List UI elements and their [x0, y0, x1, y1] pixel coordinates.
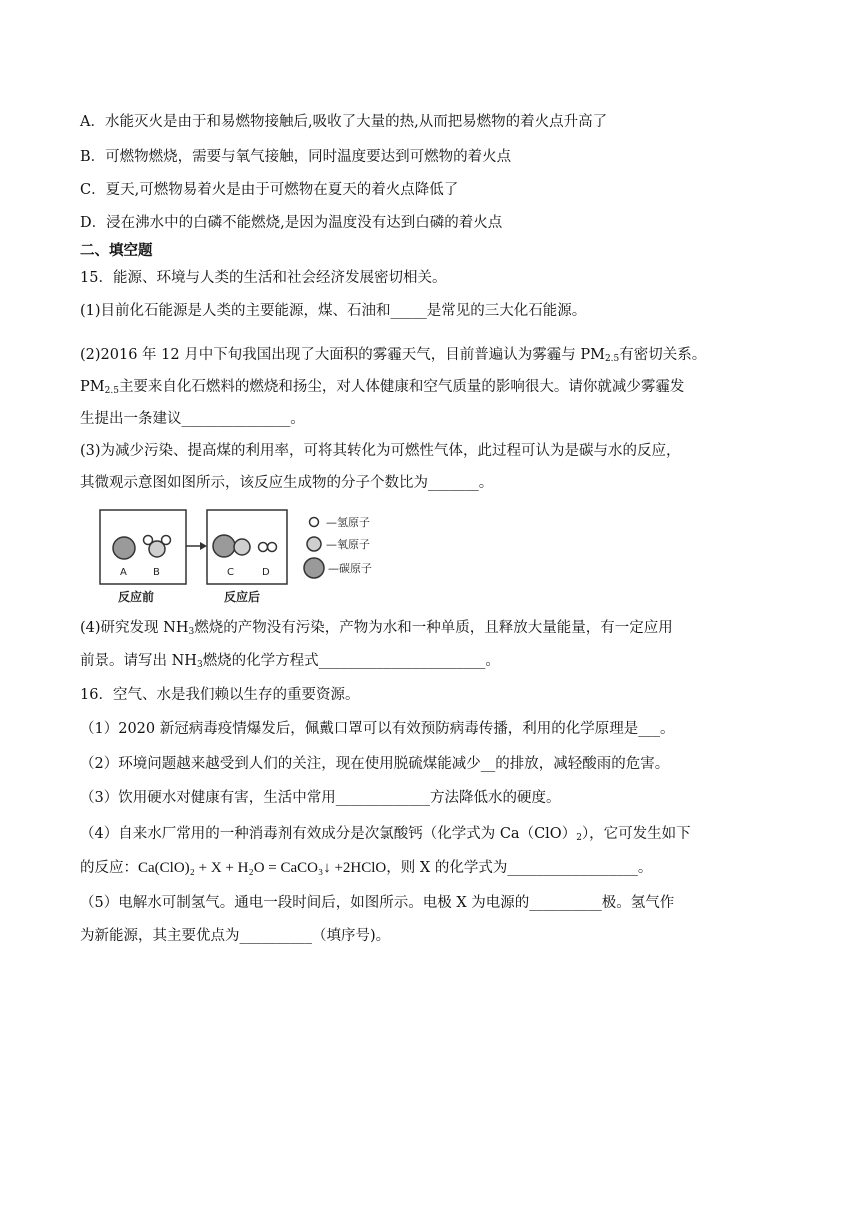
- hydrogen-atom-d2: [268, 543, 277, 552]
- reaction-diagram: [96, 508, 416, 608]
- equation: Ca(ClO)₂ + X + H₂O = CaCO₃↓ +2HClO: [138, 860, 387, 876]
- label-b: B: [153, 567, 160, 578]
- legend-oxygen: —氧原子: [326, 538, 370, 551]
- label-a: A: [120, 567, 127, 578]
- subscript: 3: [196, 660, 203, 670]
- q15-stem: 15．能源、环境与人类的生活和社会经济发展密切相关。: [80, 270, 447, 286]
- legend-hydrogen: —氢原子: [326, 516, 370, 529]
- q16-part4-line1: [80, 824, 691, 844]
- q16-part4-line2: [80, 858, 652, 878]
- option-b: B．可燃物燃烧，需要与氧气接触，同时温度要达到可燃物的着火点: [80, 149, 512, 165]
- q15-part4-line1: [80, 618, 673, 638]
- legend-oxygen-icon: [307, 537, 321, 551]
- q16-stem: 16．空气、水是我们赖以生存的重要资源。: [80, 687, 360, 703]
- caption-after: 反应后: [224, 590, 261, 604]
- q16-part2: （2）环境问题越来越受到人们的关注，现在使用脱硫煤能减少__的排放，减轻酸雨的危害。: [80, 756, 670, 772]
- subscript: 2.5: [604, 354, 620, 364]
- subscript: 3: [188, 627, 195, 637]
- q15-part2-line1: [80, 345, 706, 365]
- q16-part3: （3）饮用硬水对健康有害，生活中常用_____________方法降低水的硬度。: [80, 790, 561, 806]
- text: 主要来自化石燃料的燃烧和扬尘，对人体健康和空气质量的影响很大。请你就减少雾霾发: [118, 379, 685, 395]
- option-c: C．夏天,可燃物易着火是由于可燃物在夏天的着火点降低了: [80, 182, 459, 198]
- q16-part5-line1: （5）电解水可制氢气。通电一段时间后，如图所示。电极 X 为电源的__________极。氢气作: [80, 895, 675, 911]
- carbon-atom-a: [113, 537, 135, 559]
- arrow-head: [200, 542, 207, 550]
- option-a: A．水能灭火是由于和易燃物接触后,吸收了大量的热,从而把易燃物的着火点升高了: [80, 114, 608, 130]
- hydrogen-atom-d1: [259, 543, 268, 552]
- caption-before: 反应前: [118, 590, 155, 604]
- legend-hydrogen-icon: [310, 518, 319, 527]
- q15-part3-line1: (3)为减少污染、提高煤的利用率，可将其转化为可燃性气体，此过程可认为是碳与水的反应，: [80, 443, 681, 459]
- text: 有密切关系。: [619, 347, 707, 363]
- text: 的反应：: [80, 860, 138, 876]
- option-d: D．浸在沸水中的白磷不能燃烧,是因为温度没有达到白磷的着火点: [80, 215, 503, 231]
- oxygen-atom-c: [234, 539, 250, 555]
- text: PM: [80, 379, 105, 395]
- reaction-diagram-svg: [96, 508, 416, 608]
- q15-part2-line3: 生提出一条建议_______________。: [80, 411, 305, 427]
- subscript: 2.5: [104, 386, 119, 396]
- q15-part3-line2: 其微观示意图如图所示，该反应生成物的分子个数比为_______。: [80, 475, 494, 491]
- oxygen-atom-b: [149, 541, 165, 557]
- text: 前景。请写出 NH: [80, 653, 197, 669]
- text: (4)研究发现 NH: [80, 620, 189, 636]
- q16-part5-line2: 为新能源，其主要优点为__________（填序号)。: [80, 928, 391, 944]
- q15-part1: (1)目前化石能源是人类的主要能源，煤、石油和_____是常见的三大化石能源。: [80, 303, 587, 319]
- text: (2)2016 年 12 月中下旬我国出现了大面积的雾霾天气，目前普遍认为雾霾与 PM: [80, 347, 605, 363]
- legend-carbon-icon: [304, 558, 324, 578]
- label-c: C: [227, 567, 234, 578]
- text: 燃烧的产物没有污染，产物为水和一种单质，且释放大量能量，有一定应用: [194, 620, 673, 636]
- subscript: 2: [576, 833, 582, 843]
- text: （4）自来水厂常用的一种消毒剂有效成分是次氯酸钙（化学式为 Ca（ClO）: [80, 826, 577, 842]
- q15-part2-line2: [80, 377, 684, 397]
- text: 燃烧的化学方程式_______________________。: [202, 653, 500, 669]
- text: ），它可发生如下: [581, 826, 691, 842]
- label-d: D: [262, 567, 270, 578]
- q15-part4-line2: [80, 651, 500, 671]
- carbon-atom-c: [213, 535, 235, 557]
- section-title: 二、填空题: [80, 243, 153, 259]
- q16-part1: （1）2020 新冠病毒疫情爆发后，佩戴口罩可以有效预防病毒传播，利用的化学原理是___。: [80, 721, 675, 737]
- text: ，则 X 的化学式为__________________。: [386, 860, 653, 876]
- legend-carbon: —碳原子: [328, 562, 372, 575]
